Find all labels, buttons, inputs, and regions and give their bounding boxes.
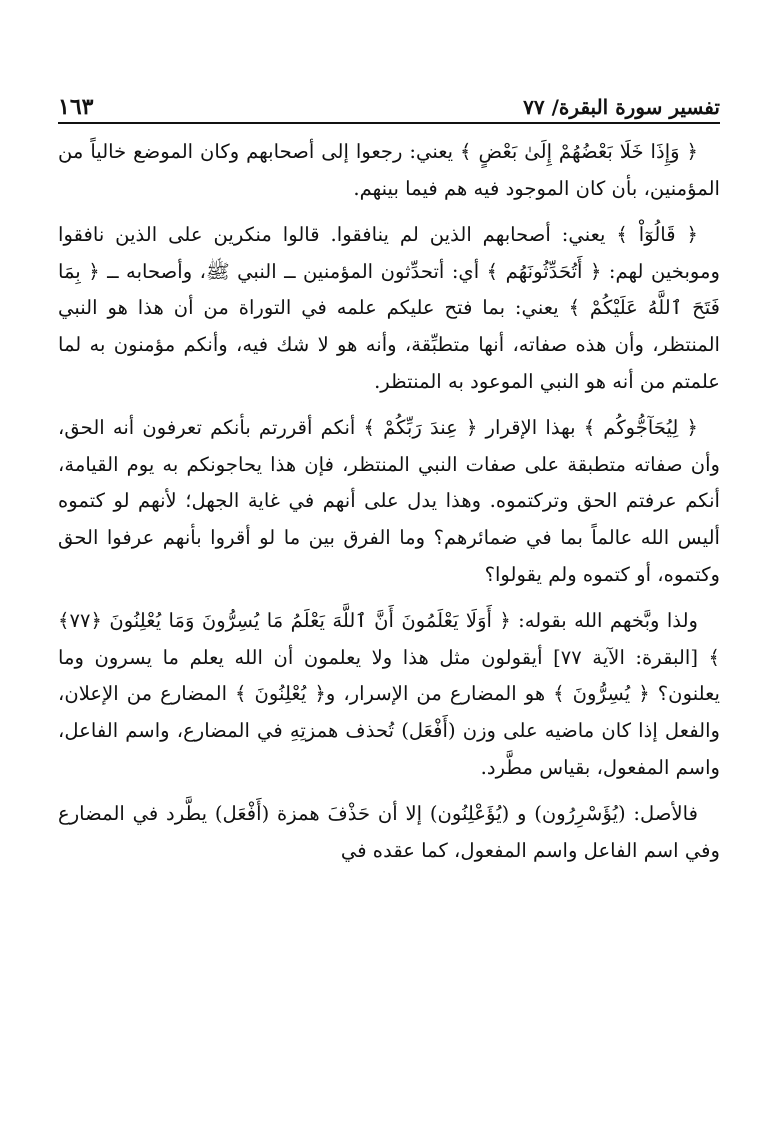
book-page	[58, 86, 720, 1116]
paragraph-2: ﴿ قَالُوٓاْ ﴾ يعني: أصحابهم الذين لم ينافقوا. قالوا منكرين على الذين نافقوا وموبخين لهم: ﴿ أَتُحَدِّثُونَهُم ﴾ أي: أتحدِّثون المؤمنين ــ النبي ﷺ، وأصحابه ــ ﴿ بِمَا فَتَحَ ٱللَّهُ عَلَيْكُمْ ﴾ يعني: بما فتح عليكم علمه في التوراة من أن هذا هو النبي المنتظر، وأن هذه صفاته، أنها متطبِّقة، وأنه هو لا شك فيه، وأنكم مؤمنون به لما علمتم من أنه هو النبي الموعود به المنتظر.	[58, 223, 720, 393]
paragraph-4: ولذا وبَّخهم الله بقوله: ﴿ أَوَلَا يَعْلَمُونَ أَنَّ ٱللَّهَ يَعْلَمُ مَا يُسِرُّونَ وَمَا يُعْلِنُونَ ﴿٧٧﴾ ﴾ [البقرة: الآية ٧٧] أيقولون مثل هذا ولا يعلمون أن الله يعلم ما يسرون وما يعلنون؟ ﴿ يُسِرُّونَ ﴾ هو المضارع من الإسرار، و﴿ يُعْلِنُونَ ﴾ المضارع من الإعلان، والفعل إذا كان ماضيه على وزن (أَفْعَل) تُحذف همزتِهِ في المضارع، واسم الفاعل، واسم المفعول، بقياس مطَّرد.	[58, 609, 720, 779]
page-number: ١٦٣	[58, 94, 94, 120]
running-title: تفسير سورة البقرة/ ٧٧	[523, 95, 720, 119]
paragraph-5: فالأصل: (يُؤَسْرِرُون) و (يُؤَعْلِنُون) إلا أن حَذْفَ همزة (أَفْعَل) يطَّرد في المضارع وفي اسم الفاعل واسم المفعول، كما عقده في	[58, 802, 720, 862]
page-body	[58, 134, 720, 869]
paragraph-1: ﴿ وَإِذَا خَلَا بَعْضُهُمْ إِلَىٰ بَعْضٍ ﴾ يعني: رجعوا إلى أصحابهم وكان الموضع خالياً من المؤمنين، بأن كان الموجود فيه هم فيما بينهم.	[58, 140, 720, 200]
paragraph-3: ﴿ لِيُحَآجُّوكُم ﴾ بهذا الإقرار ﴿ عِندَ رَبِّكُمْ ﴾ أنكم أقررتم بأنكم تعرفون أنه الحق، وأن صفاته متطبقة على صفات النبي المنتظر، فإن هذا يحاجونكم به يوم القيامة، أنكم عرفتم الحق وتركتموه. وهذا يدل على أنهم في غاية الجهل؛ لأنهم لو كتموه أليس الله عالماً بما في ضمائرهم؟ وما الفرق بين ما لو أقروا بأنهم عرفوا الحق وكتموه، أو كتموه ولم يقولوا؟	[58, 416, 720, 586]
page-header	[58, 86, 720, 124]
